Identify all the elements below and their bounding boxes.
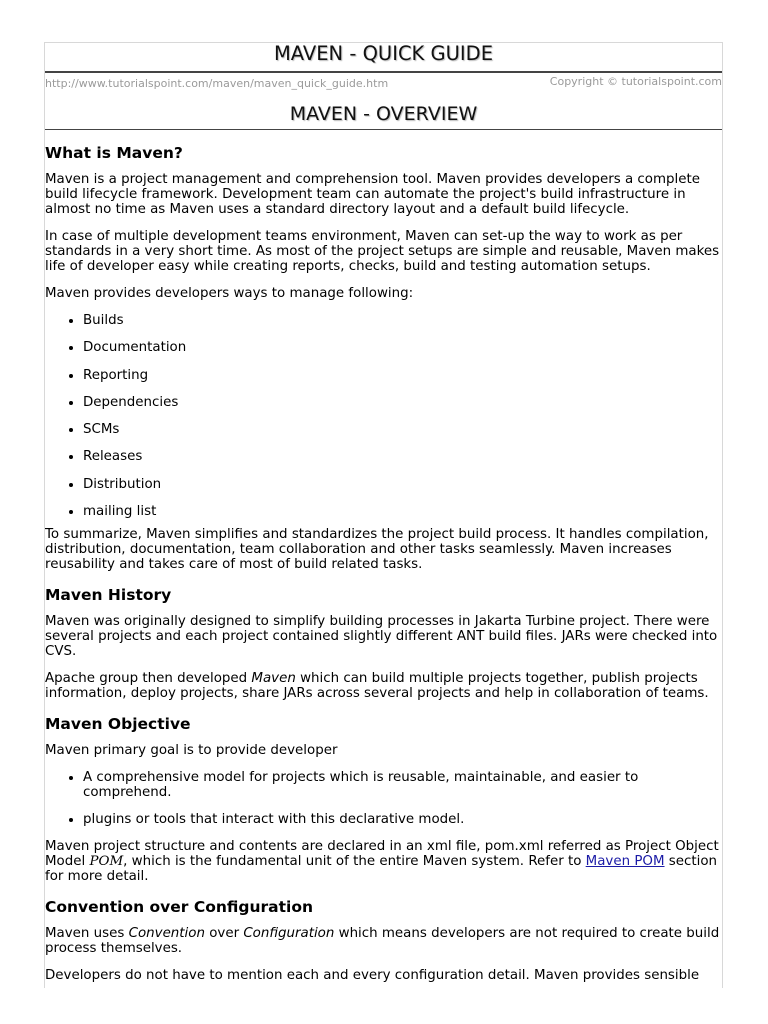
paragraph: In case of multiple development teams environment, Maven can set-up the way to work as per standards in a very short time. As most of the project setups are simple and reusable, Maven makes life of developer easy while creating reports, checks, build and testing automation setups. — [45, 229, 720, 274]
heading-convention: Convention over Configuration — [45, 898, 314, 917]
maven-pom-link[interactable]: Maven POM — [585, 854, 665, 870]
paragraph: Apache group then developed Maven which can build multiple projects together, publish projects information, deploy projects, share JARs across several projects and help in collaboration of teams. — [45, 671, 709, 702]
heading-what-is-maven: What is Maven? — [45, 144, 183, 162]
list-item: A comprehensive model for projects which is reusable, maintainable, and easier to comprehend. — [83, 770, 722, 800]
paragraph: Maven uses Convention over Configuration which means developers are not required to create build process themselves. — [45, 926, 720, 957]
document-page — [44, 42, 723, 988]
paragraph: Developers do not have to mention each and every configuration detail. Maven provides sensible — [45, 968, 700, 984]
paragraph: To summarize, Maven simplifies and standardizes the project build process. It handles compilation, distribution, documentation, team collaboration and other tasks seamlessly. Maven increases reusability and takes care of most of build related tasks. — [45, 527, 709, 573]
pom-term: POM — [89, 854, 124, 870]
section-title: MAVEN - OVERVIEW — [45, 103, 722, 130]
document-content — [45, 144, 722, 983]
list-item: SCMs — [83, 422, 722, 449]
page-title: MAVEN - QUICK GUIDE — [45, 43, 722, 73]
paragraph: Maven provides developers ways to manage following: — [45, 286, 414, 301]
list-item: mailing list — [83, 504, 722, 531]
objective-list — [45, 770, 722, 827]
emphasis: Configuration — [243, 926, 335, 942]
paragraph: Maven was originally designed to simplify building processes in Jakarta Turbine project. There were several projects and each project contained slightly different ANT build files. JARs were checked into CVS. — [45, 614, 718, 660]
list-item: Documentation — [83, 340, 722, 367]
list-item: Releases — [83, 449, 722, 476]
meta-row — [45, 73, 722, 91]
paragraph: Maven primary goal is to provide developer — [45, 743, 338, 759]
manage-list — [45, 313, 722, 531]
emphasis: Convention — [128, 926, 205, 942]
paragraph: Maven project structure and contents are declared in an xml file, pom.xml referred as Project Object Model POM, which is the fundamental unit of the entire Maven system. Refer to Maven POM section for more detail. — [45, 839, 719, 885]
list-item: plugins or tools that interact with this declarative model. — [83, 812, 722, 827]
copyright-notice: Copyright © tutorialspoint.com — [549, 75, 722, 88]
emphasis: Maven — [251, 671, 296, 687]
list-item: Reporting — [83, 368, 722, 395]
source-url: http://www.tutorialspoint.com/maven/maven_quick_guide.htm — [45, 77, 389, 90]
list-item: Distribution — [83, 477, 722, 504]
list-item: Builds — [83, 313, 722, 340]
heading-maven-history: Maven History — [45, 586, 172, 605]
heading-maven-objective: Maven Objective — [45, 715, 191, 734]
list-item: Dependencies — [83, 395, 722, 422]
paragraph: Maven is a project management and comprehension tool. Maven provides developers a complete build lifecycle framework. Development team can automate the project's build infrastructure in almost no time as Maven uses a standard directory layout and a default build lifecycle. — [45, 172, 700, 217]
